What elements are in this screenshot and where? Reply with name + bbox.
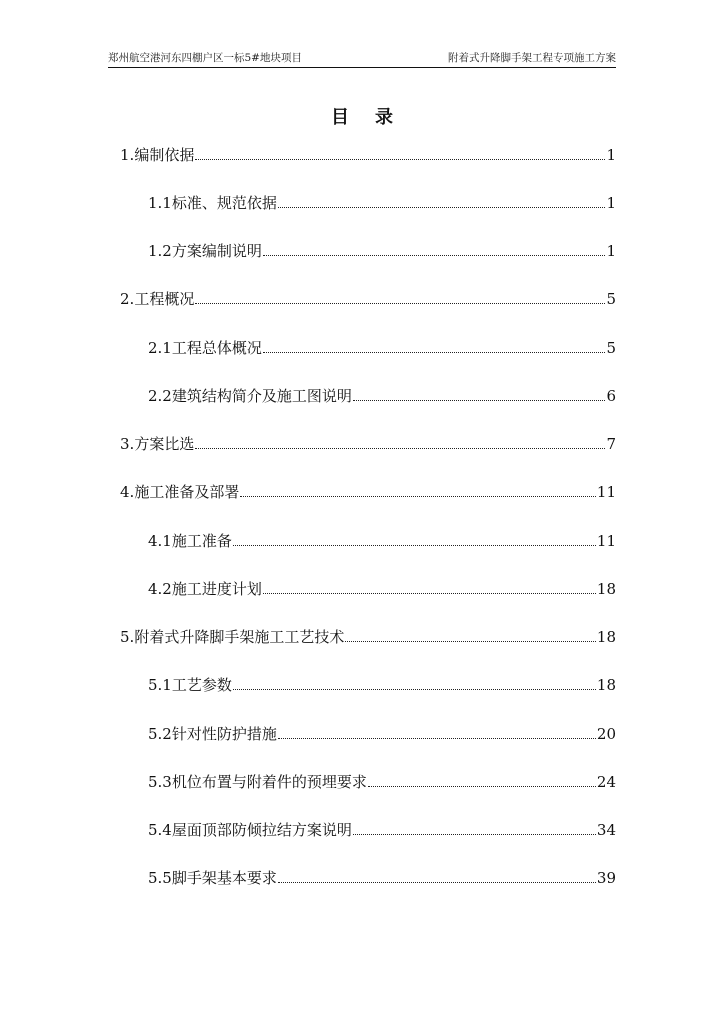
toc-dot-leader — [195, 448, 605, 449]
toc-entry-1-2[interactable] — [148, 237, 616, 261]
toc-entry-number: 5.4 — [148, 821, 172, 839]
toc-dot-leader — [345, 641, 596, 642]
toc-entry-number: 1. — [120, 146, 135, 164]
toc-dot-leader — [233, 545, 596, 546]
toc-entry-number: 2. — [120, 290, 135, 308]
toc-entry-label: 脚手架基本要求 — [171, 869, 277, 887]
toc-entry-number: 2.2 — [148, 387, 172, 405]
toc-entry-number: 5.1 — [148, 676, 172, 694]
toc-entry-page: 18 — [596, 628, 616, 646]
toc-entry-1[interactable] — [120, 141, 616, 165]
toc-dot-leader — [353, 400, 606, 401]
toc-entry-4-2[interactable] — [148, 575, 616, 599]
toc-entry-label: 编制依据 — [134, 146, 195, 164]
toc-entry-label: 屋面顶部防倾拉结方案说明 — [171, 821, 352, 839]
toc-entry-label: 针对性防护措施 — [171, 725, 277, 743]
toc-dot-leader — [195, 303, 605, 304]
toc-entry-label: 方案比选 — [134, 435, 195, 453]
toc-entry-label: 施工进度计划 — [171, 580, 262, 598]
header-project-name: 郑州航空港河东四棚户区一标5#地块项目 — [108, 52, 302, 64]
toc-dot-leader — [278, 207, 606, 208]
toc-entry-5-3[interactable] — [148, 768, 616, 792]
toc-dot-leader — [278, 738, 596, 739]
toc-entry-number: 5.5 — [148, 869, 172, 887]
toc-entry-4-1[interactable] — [148, 527, 616, 551]
toc-entry-label: 标准、规范依据 — [171, 194, 277, 212]
toc-entry-5-2[interactable] — [148, 720, 616, 744]
toc-entry-page: 11 — [596, 483, 616, 501]
toc-entry-page: 5 — [606, 290, 616, 308]
toc-entry-5-1[interactable] — [148, 671, 616, 695]
toc-entry-number: 2.1 — [148, 339, 172, 357]
toc-entry-page: 20 — [596, 725, 616, 743]
toc-entry-label: 工程概况 — [134, 290, 195, 308]
toc-entry-5-4[interactable] — [148, 816, 616, 840]
toc-entry-page: 1 — [606, 194, 616, 212]
toc-entry-number: 3. — [120, 435, 135, 453]
toc-entry-page: 6 — [606, 387, 616, 405]
toc-entry-5-5[interactable] — [148, 864, 616, 888]
toc-entry-3[interactable] — [120, 430, 616, 454]
header-document-name: 附着式升降脚手架工程专项施工方案 — [448, 52, 616, 64]
toc-entry-number: 1.2 — [148, 242, 172, 260]
toc-entry-page: 18 — [596, 676, 616, 694]
toc-entry-page: 1 — [606, 242, 616, 260]
toc-dot-leader — [233, 689, 596, 690]
toc-entry-5[interactable] — [120, 623, 616, 647]
toc-entry-label: 机位布置与附着件的预埋要求 — [171, 773, 367, 791]
toc-entry-label: 附着式升降脚手架施工工艺技术 — [134, 628, 345, 646]
toc-entry-page: 11 — [596, 532, 616, 550]
toc-dot-leader — [263, 593, 596, 594]
toc-title-char-2: 录 — [375, 107, 393, 128]
toc-dot-leader — [368, 786, 596, 787]
toc-dot-leader — [278, 882, 596, 883]
toc-title-char-1: 目 — [331, 107, 349, 128]
toc-entry-label: 建筑结构简介及施工图说明 — [171, 387, 352, 405]
toc-entry-2[interactable] — [120, 285, 616, 309]
toc-entry-page: 7 — [606, 435, 616, 453]
toc-entry-2-2[interactable] — [148, 382, 616, 406]
toc-dot-leader — [263, 255, 606, 256]
toc-entry-number: 4.1 — [148, 532, 172, 550]
toc-entry-number: 4. — [120, 483, 135, 501]
toc-entry-page: 18 — [596, 580, 616, 598]
toc-entry-label: 工程总体概况 — [171, 339, 262, 357]
toc-entry-page: 5 — [606, 339, 616, 357]
toc-entry-number: 5. — [120, 628, 135, 646]
toc-entry-number: 5.3 — [148, 773, 172, 791]
toc-entry-label: 施工准备及部署 — [134, 483, 240, 501]
toc-entry-label: 施工准备 — [171, 532, 232, 550]
toc-entry-number: 4.2 — [148, 580, 172, 598]
toc-dot-leader — [353, 834, 596, 835]
toc-entry-label: 方案编制说明 — [171, 242, 262, 260]
toc-entry-number: 1.1 — [148, 194, 172, 212]
toc-entry-page: 39 — [596, 869, 616, 887]
toc-entry-page: 24 — [596, 773, 616, 791]
toc-entry-1-1[interactable] — [148, 189, 616, 213]
toc-entry-label: 工艺参数 — [171, 676, 232, 694]
toc-dot-leader — [195, 159, 605, 160]
toc-entry-2-1[interactable] — [148, 334, 616, 358]
toc-dot-leader — [263, 352, 606, 353]
toc-entry-page: 1 — [606, 146, 616, 164]
toc-dot-leader — [240, 496, 596, 497]
toc-entry-4[interactable] — [120, 478, 616, 502]
toc-entry-number: 5.2 — [148, 725, 172, 743]
toc-entry-page: 34 — [596, 821, 616, 839]
